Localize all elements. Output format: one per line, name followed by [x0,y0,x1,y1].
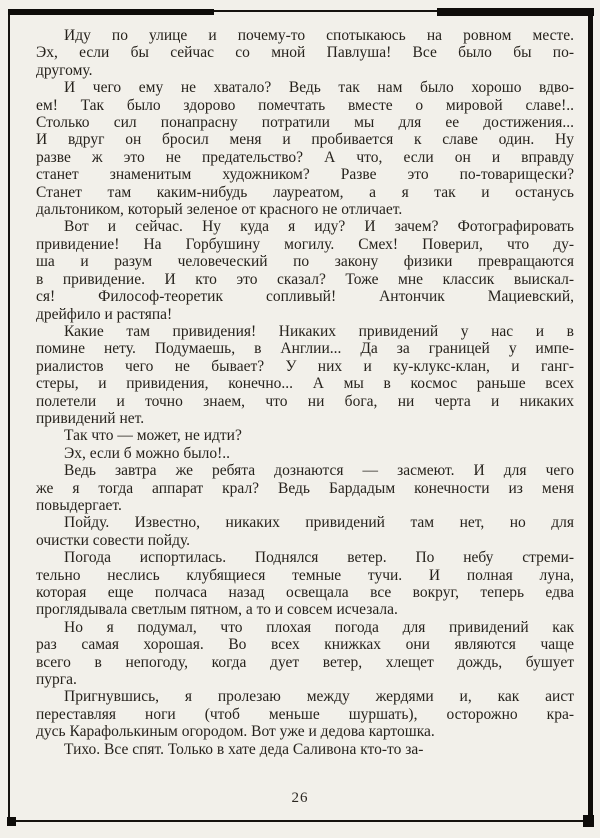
text-line: же я тогда аппарат крал? Ведь Бардадым конечности из меня [36,479,574,497]
text-line: в привидение. И кто это сказал? Тоже мне классик выискал- [36,270,574,288]
text-line: другому. [36,61,93,79]
text-line: привидений нет. [36,409,145,427]
paragraph [36,514,574,549]
text-line: Вот и сейчас. Ну куда я иду? И зачем? Фотографировать [64,218,574,236]
text-line: И вдруг он бросил меня и пробивается к славе один. Ну [36,131,574,149]
scan-mark-bottom-right [583,815,594,827]
text-line: которая еще полчаса назад освещала все вокруг, теперь едва [36,584,574,601]
text-line: Эх, если бы сейчас со мной Павлуша! Все было бы по- [36,44,574,62]
text-line: Иду по улице и почему-то спотыкаюсь на ровном месте. [64,27,574,44]
text-line: переставляя ноги (чтоб меньше шуршать), осторожно кра- [36,705,574,723]
text-line: станет знаменитым художником? Разве это по-товарищески? [36,166,574,184]
paragraph [36,445,574,462]
paragraph [36,218,574,322]
paragraph [36,27,574,79]
paragraph [36,619,574,689]
scan-mark-top-right [437,8,594,16]
text-line: дальтоником, который зеленое от красного не отличает. [36,201,403,219]
scan-mark-bottom-left [7,817,16,826]
text-line: разве ж это не предательство? А что, если он и вправду [36,148,574,166]
text-line: Столько сил понапрасну потратили мы для ее достижения... [36,114,574,132]
text-line: проглядывала светлым пятном, а то и совсем исчезала. [36,601,398,619]
text-block [36,27,574,758]
text-line: Станет там каким-нибудь лауреатом, а я так и останусь [36,183,574,201]
text-line: Но я подумал, что плохая погода для привидений как [64,618,574,636]
paragraph [36,549,574,619]
scan-mark-top-left [8,9,214,15]
text-line: ша и разум человеческий по закону физики превращаются [36,253,574,271]
text-line: очистки совести пойду. [36,531,191,549]
text-line: риалистов чего не бывает? У них и ку-клукс-клан, и ганг- [36,357,574,375]
paragraph [36,462,574,514]
text-line: Какие там привидения! Никаких привидений у нас и в [64,322,574,340]
text-line: помине нету. Подумаешь, в Англии... Да за границей у импе- [36,340,574,358]
paragraph [36,741,574,758]
paragraph [36,427,574,444]
text-line: стеры, и привидения, конечно... А мы в космос раньше всех [36,375,574,393]
text-line: И чего ему не хватало? Ведь так нам было хорошо вдво- [64,79,574,97]
text-line: Так что — может, не идти? [64,427,242,445]
text-line: дрейфило и растяпа! [36,305,173,323]
text-line: всего в непогоду, когда дует ветер, хлещет дождь, бушует [36,653,574,671]
text-line: Эх, если б можно было!.. [64,444,231,462]
text-line: ся! Философ-теоретик сопливый! Антончик Мациевский, [36,288,574,306]
text-line: Тихо. Все спят. Только в хате деда Саливона кто-то за- [64,740,424,758]
text-line: раз самая хорошая. Во всех книжках они являются чаще [36,636,574,654]
paragraph [36,79,574,218]
paragraph [36,688,574,740]
text-line: Пойду. Известно, никаких привидений там нет, но для [64,514,574,532]
text-line: Погода испортилась. Поднялся ветер. По небу стреми- [64,549,574,567]
text-line: ем! Так было здорово помечтать вместе о мировой славе!.. [36,96,574,114]
page-number: 26 [291,790,309,806]
scan-mark-right-edge [588,10,593,822]
text-line: дусь Карафолькиным огородом. Вот уже и дедова картошка. [36,723,435,741]
text-line: полетели и точно знаем, что ни бога, ни черта и никаких [36,392,574,410]
text-line: пурга. [36,671,77,689]
text-line: тельно неслись клубящиеся темные тучи. И полная луна, [36,566,574,584]
text-line: Пригнувшись, я пролезаю между жердями и, как аист [64,688,574,706]
text-line: Ведь завтра же ребята дознаются — засмеют. И для чего [64,462,574,480]
paragraph [36,323,574,427]
text-line: повыдергает. [36,496,122,514]
text-line: привидение! На Горбушину могилу. Смех! Поверил, что ду- [36,235,574,253]
